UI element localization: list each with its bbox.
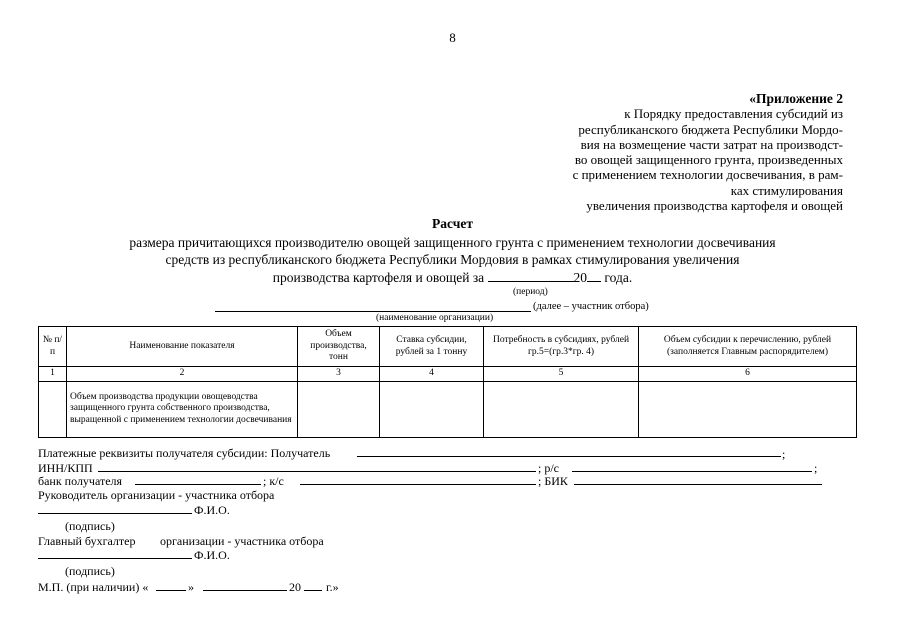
period-year: 20 xyxy=(573,270,588,285)
period-suffix: года. xyxy=(604,270,633,285)
calculation-table xyxy=(38,326,857,438)
row-indicator-name: Объем производства продукции овощеводства защищенного грунта собственного производства, выращенной с применением технологии досвечивания xyxy=(67,381,298,437)
seal-year-prefix: 20 xyxy=(289,580,301,594)
header-number: № п/п xyxy=(39,327,67,367)
participant-suffix: (далее – участник отбора) xyxy=(533,301,649,312)
column-number: 6 xyxy=(639,367,857,382)
header-need: Потребность в субсидиях, рублей гр.5=(гр.3*гр. 4) xyxy=(484,327,639,367)
row-rate-cell[interactable] xyxy=(380,381,484,437)
period-prefix: производства картофеля и овощей за xyxy=(272,270,485,285)
period-line xyxy=(0,269,905,286)
calculation-title: Расчет xyxy=(432,216,473,231)
header-transfer: Объем субсидии к перечислению, рублей (заполняется Главным распорядителем) xyxy=(639,327,857,367)
column-number: 4 xyxy=(380,367,484,382)
table-row xyxy=(39,381,857,437)
row-need-cell[interactable] xyxy=(484,381,639,437)
period-caption: (период) xyxy=(513,287,548,297)
head-label: Руководитель организации - участника отбора xyxy=(38,488,275,502)
table-column-numbers-row xyxy=(39,367,857,382)
recipient-field[interactable] xyxy=(357,445,781,457)
recipient-semicolon: ; xyxy=(782,447,786,461)
appendix-title: «Приложение 2 xyxy=(749,91,843,106)
account-semicolon: ; xyxy=(814,461,818,475)
header-indicator: Наименование показателя xyxy=(67,327,298,367)
head-signature-caption: (подпись) xyxy=(65,519,115,533)
appendix-line: ках стимулирования xyxy=(730,182,843,198)
column-number: 3 xyxy=(298,367,380,382)
appendix-line: во овощей защищенного грунта, произведенных xyxy=(574,152,843,168)
corr-account-field[interactable] xyxy=(300,473,536,485)
head-fio-label: Ф.И.О. xyxy=(194,503,230,517)
organization-caption: (наименование организации) xyxy=(376,313,494,323)
chief-accountant-label: Главный бухгалтер xyxy=(38,534,136,548)
row-transfer-cell[interactable] xyxy=(639,381,857,437)
chief-signature-field[interactable] xyxy=(38,547,192,559)
seal-label: М.П. (при наличии) « xyxy=(38,580,149,594)
payment-recipient-label: Платежные реквизиты получателя субсидии: Получатель xyxy=(38,446,331,460)
year-blank[interactable] xyxy=(587,269,601,282)
column-number: 2 xyxy=(67,367,298,382)
chief-accountant-org: организации - участника отбора xyxy=(160,534,324,548)
header-rate: Ставка субсидии, рублей за 1 тонну xyxy=(380,327,484,367)
head-signature-field[interactable] xyxy=(38,502,192,514)
subtitle-line-1: размера причитающихся производителю овощей защищенного грунта с применением технологии досвечивания xyxy=(129,235,776,250)
inn-kpp-field[interactable] xyxy=(98,460,536,472)
bik-label: ; БИК xyxy=(538,474,568,488)
bank-field[interactable] xyxy=(135,473,261,485)
chief-signature-caption: (подпись) xyxy=(65,564,115,578)
bank-label: банк получателя xyxy=(38,474,123,488)
organization-name-blank[interactable] xyxy=(215,300,531,312)
column-number: 1 xyxy=(39,367,67,382)
table-header-row xyxy=(39,327,857,367)
appendix-line: вия на возмещение части затрат на производст- xyxy=(580,136,843,152)
chief-fio-label: Ф.И.О. xyxy=(194,548,230,562)
appendix-line: республиканского бюджета Республики Мордо- xyxy=(578,121,843,137)
page-number: 8 xyxy=(449,30,456,45)
appendix-line: увеличения производства картофеля и овощей xyxy=(586,198,843,214)
header-volume: Объем производства, тонн xyxy=(298,327,380,367)
appendix-line: к Порядку предоставления субсидий из xyxy=(624,106,843,122)
seal-month-field[interactable] xyxy=(203,579,287,591)
period-blank[interactable] xyxy=(488,269,574,282)
account-label: ; р/с xyxy=(538,461,559,475)
row-volume-cell[interactable] xyxy=(298,381,380,437)
column-number: 5 xyxy=(484,367,639,382)
bik-field[interactable] xyxy=(574,473,822,485)
account-field[interactable] xyxy=(572,460,812,472)
row-number-cell[interactable] xyxy=(39,381,67,437)
seal-quote-close: » xyxy=(188,580,194,594)
seal-year-field[interactable] xyxy=(304,579,322,591)
calculation-subtitle xyxy=(0,234,905,268)
subtitle-line-2: средств из республиканского бюджета Республики Мордовия в рамках стимулирования увеличения xyxy=(165,252,740,267)
appendix-line: с применением технологии досвечивания, в рам- xyxy=(572,167,843,183)
corr-account-label: ; к/с xyxy=(263,474,284,488)
appendix-block xyxy=(573,91,843,213)
inn-kpp-label: ИНН/КПП xyxy=(38,461,93,475)
seal-day-field[interactable] xyxy=(156,579,186,591)
seal-year-suffix: г.» xyxy=(326,580,339,594)
